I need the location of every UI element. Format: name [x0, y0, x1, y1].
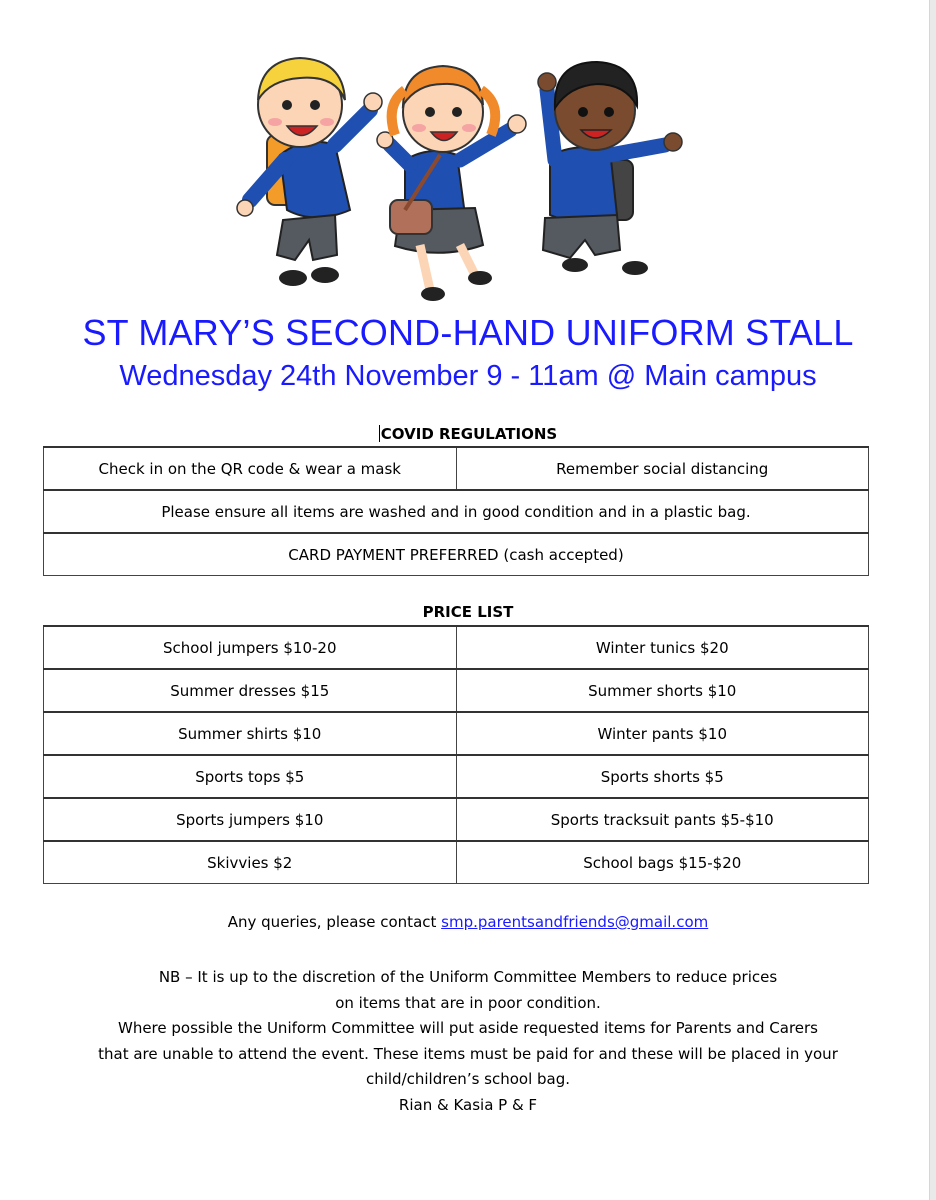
note-line: that are unable to attend the event. These items must be paid for and these will be placed in your: [98, 1044, 838, 1063]
contact-prefix: Any queries, please contact: [227, 913, 442, 931]
price-item: Sports tracksuit pants $5-$10: [456, 798, 869, 841]
contact-line: [0, 910, 936, 936]
price-item: Skivvies $2: [44, 841, 457, 884]
child-boy-blond-illustration: [237, 58, 382, 286]
price-item: Summer shirts $10: [44, 712, 457, 755]
table-row: [44, 669, 869, 712]
price-list-heading: PRICE LIST: [422, 603, 514, 621]
table-row: [44, 712, 869, 755]
child-girl-ginger-illustration: [377, 66, 526, 301]
price-item: School jumpers $10-20: [44, 626, 457, 669]
table-row: [44, 755, 869, 798]
note-line: NB – It is up to the discretion of the Uniform Committee Members to reduce prices: [158, 968, 778, 986]
price-item: Sports shorts $5: [456, 755, 869, 798]
price-item: Summer dresses $15: [44, 669, 457, 712]
table-row: [44, 533, 869, 576]
table-cell: CARD PAYMENT PREFERRED (cash accepted): [44, 533, 869, 576]
table-row: [44, 841, 869, 884]
price-table: [43, 625, 869, 884]
covid-heading: [0, 425, 936, 443]
page-title: ST MARY’S SECOND-HAND UNIFORM STALL: [82, 312, 854, 353]
price-item: Sports tops $5: [44, 755, 457, 798]
price-item: Winter tunics $20: [456, 626, 869, 669]
note-line: on items that are in poor condition.: [335, 993, 601, 1012]
event-details: Wednesday 24th November 9 - 11am @ Main campus: [119, 360, 817, 392]
email-link[interactable]: smp.parentsandfriends@gmail.com: [441, 913, 709, 931]
price-item: Sports jumpers $10: [44, 798, 457, 841]
table-row: [44, 447, 869, 490]
price-item: Winter pants $10: [456, 712, 869, 755]
table-cell: Check in on the QR code & wear a mask: [44, 447, 457, 490]
signature: Rian & Kasia P & F: [398, 1095, 538, 1114]
table-row: [44, 798, 869, 841]
table-row: [44, 626, 869, 669]
table-cell: Remember social distancing: [456, 447, 869, 490]
covid-heading-text: COVID REGULATIONS: [380, 425, 558, 443]
notes-block: [0, 965, 936, 1118]
text-cursor: [379, 425, 380, 442]
price-item: School bags $15-$20: [456, 841, 869, 884]
price-item: Summer shorts $10: [456, 669, 869, 712]
child-boy-curly-illustration: [538, 62, 682, 275]
table-row: [44, 490, 869, 533]
note-line: child/children’s school bag.: [365, 1070, 571, 1088]
covid-table: [43, 446, 869, 576]
school-children-illustration: [225, 50, 695, 305]
table-cell: Please ensure all items are washed and in good condition and in a plastic bag.: [44, 490, 869, 533]
note-line: Where possible the Uniform Committee will put aside requested items for Parents and Carers: [117, 1019, 818, 1037]
